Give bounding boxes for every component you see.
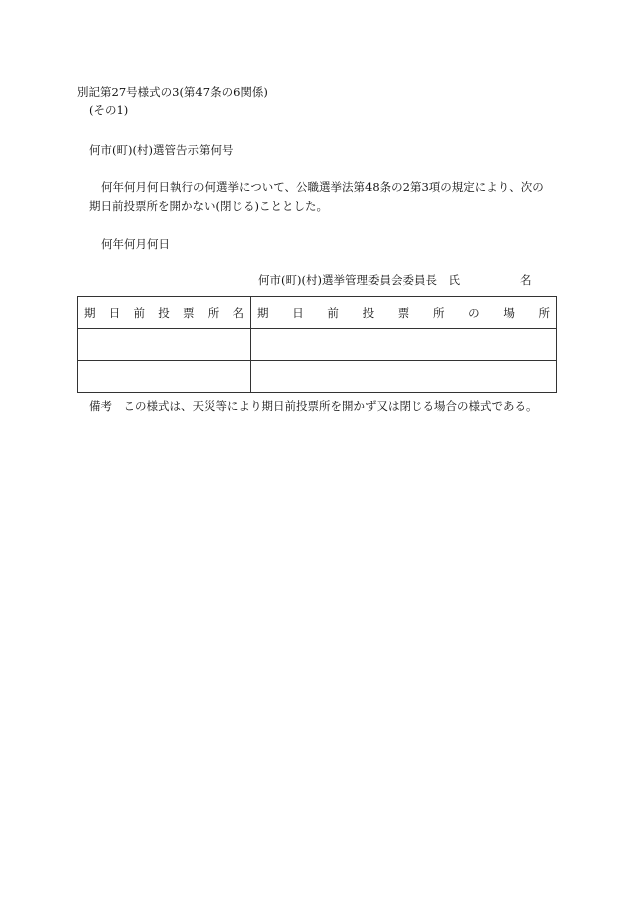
table-cell-location	[251, 361, 557, 393]
signature-name-label: 名	[520, 273, 532, 287]
signature-org: 何市(町)(村)選挙管理委員会委員長 氏	[258, 273, 460, 287]
header-polling-place-location: 期 日 前 投 票 所 の 場 所	[251, 297, 557, 329]
header-polling-place-name: 期 日 前 投 票 所 名	[78, 297, 251, 329]
table-row	[78, 329, 557, 361]
polling-place-table	[77, 296, 557, 393]
form-sub-reference: (その1)	[89, 103, 129, 117]
table-cell-location	[251, 329, 557, 361]
body-line-1: 何年何月何日執行の何選挙について、公職選挙法第48条の2第3項の規定により、次の	[101, 180, 544, 194]
body-line-2: 期日前投票所を開かない(閉じる)こととした。	[89, 199, 328, 213]
notice-title: 何市(町)(村)選管告示第何号	[89, 143, 234, 157]
table-header-row	[78, 297, 557, 329]
table-row	[78, 361, 557, 393]
form-reference: 別記第27号様式の3(第47条の6関係)	[77, 85, 268, 99]
table-cell-name	[78, 329, 251, 361]
signature-block	[258, 273, 532, 287]
table-cell-name	[78, 361, 251, 393]
remark: 備考 この様式は、天災等により期日前投票所を開かず又は閉じる場合の様式である。	[89, 399, 538, 413]
date-line: 何年何月何日	[101, 237, 170, 251]
